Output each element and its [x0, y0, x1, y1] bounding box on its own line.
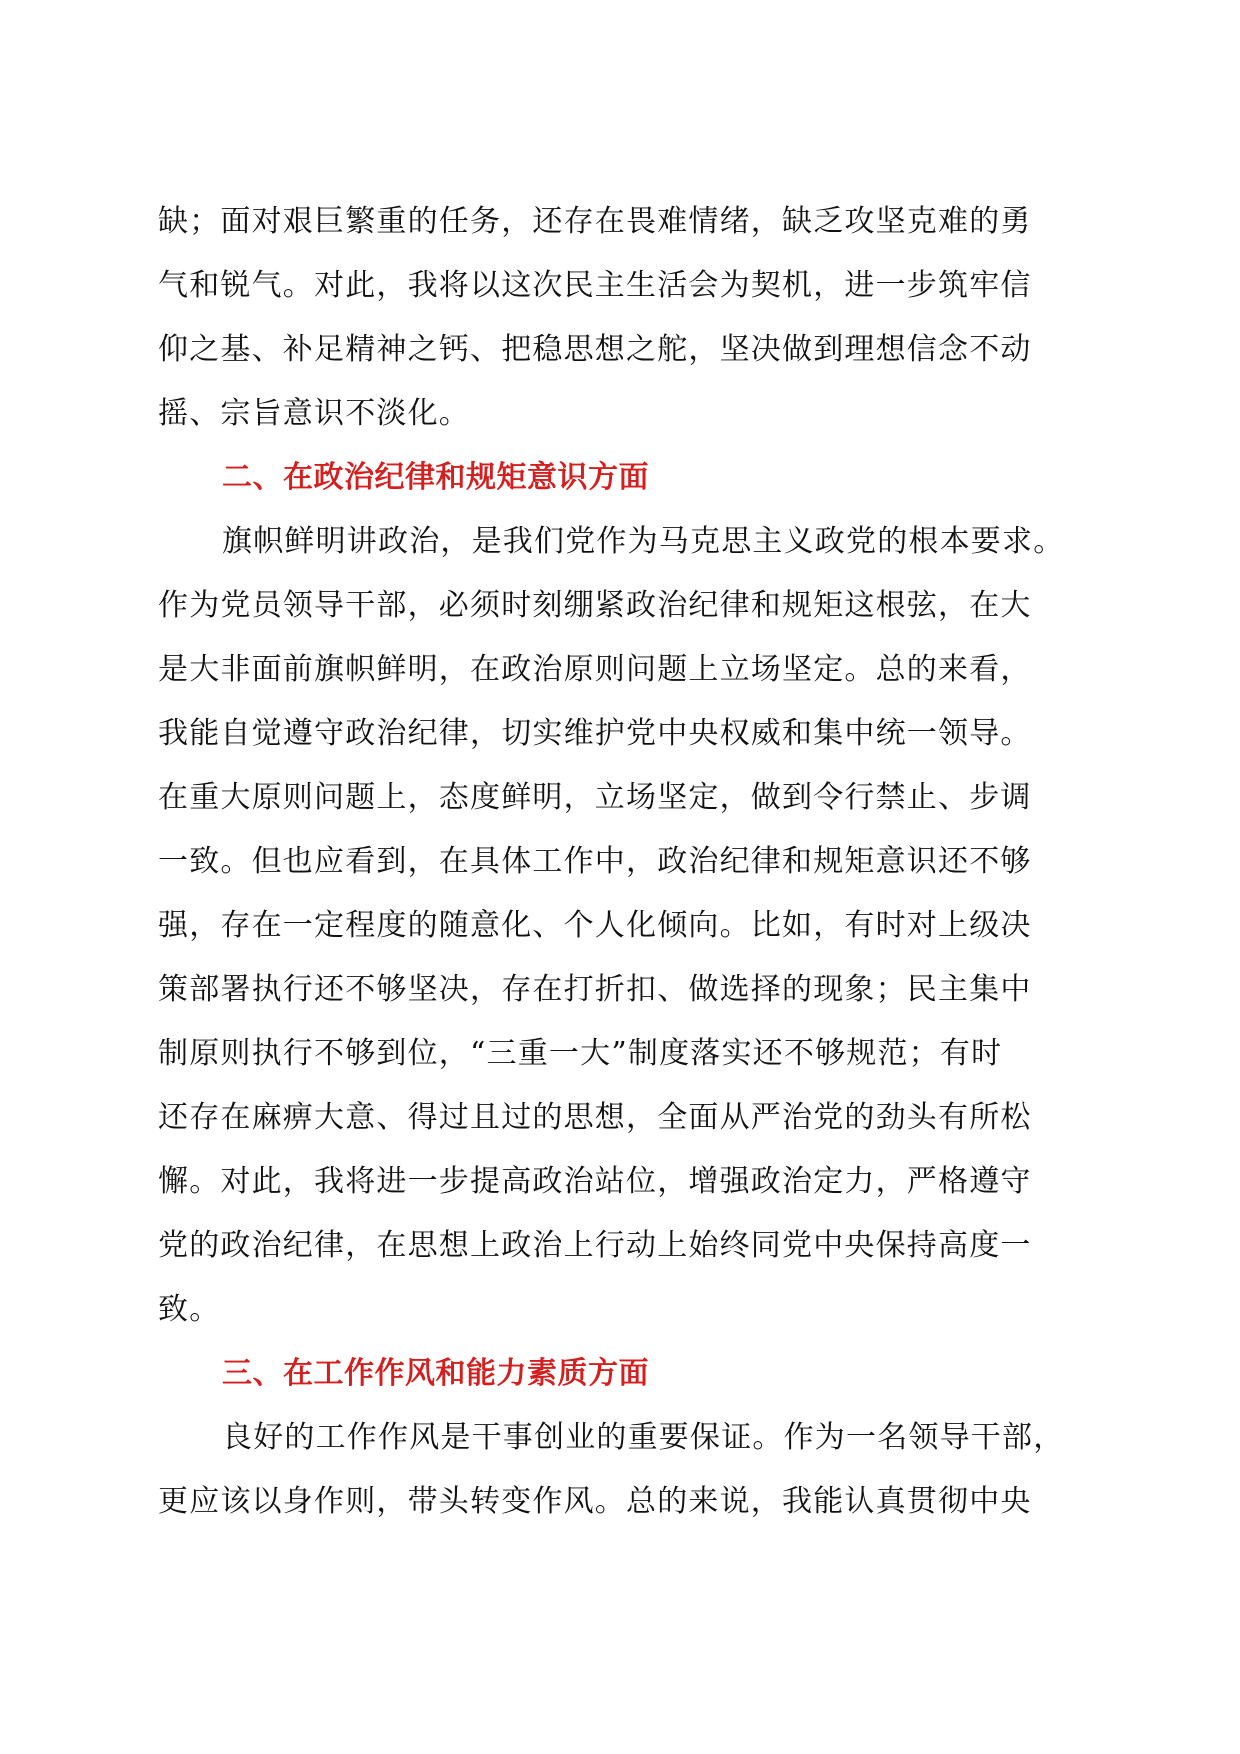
- body-line: 作为党员领导干部，必须时刻绷紧政治纪律和规矩这根弦，在大: [158, 588, 1032, 623]
- body-line: 制原则执行不够到位，“三重一大”制度落实还不够规范；有时: [158, 1036, 1003, 1071]
- body-line: 一致。但也应看到，在具体工作中，政治纪律和规矩意识还不够: [158, 844, 1032, 879]
- body-line: 良好的工作作风是干事创业的重要保证。作为一名领导干部，: [222, 1420, 1065, 1455]
- body-line: 致。: [158, 1292, 221, 1327]
- body-line: 强，存在一定程度的随意化、个人化倾向。比如，有时对上级决: [158, 908, 1032, 943]
- body-line: 在重大原则问题上，态度鲜明，立场坚定，做到令行禁止、步调: [158, 780, 1032, 815]
- body-line: 缺；面对艰巨繁重的任务，还存在畏难情绪，缺乏攻坚克难的勇: [158, 204, 1032, 239]
- body-line: 党的政治纪律，在思想上政治上行动上始终同党中央保持高度一: [158, 1228, 1032, 1263]
- body-line: 策部署执行还不够坚决，存在打折扣、做选择的现象；民主集中: [158, 972, 1032, 1007]
- body-line: 仰之基、补足精神之钙、把稳思想之舵，坚决做到理想信念不动: [158, 332, 1032, 367]
- body-line: 气和锐气。对此，我将以这次民主生活会为契机，进一步筑牢信: [158, 268, 1032, 303]
- body-line: 是大非面前旗帜鲜明，在政治原则问题上立场坚定。总的来看，: [158, 652, 1032, 687]
- body-line: 旗帜鲜明讲政治，是我们党作为马克思主义政党的根本要求。: [222, 524, 1065, 559]
- body-line: 懈。对此，我将进一步提高政治站位，增强政治定力，严格遵守: [158, 1164, 1032, 1199]
- section-heading-2: 二、在政治纪律和规矩意识方面: [222, 460, 649, 495]
- body-line: 还存在麻痹大意、得过且过的思想，全面从严治党的劲头有所松: [158, 1100, 1032, 1135]
- body-line: 摇、宗旨意识不淡化。: [158, 396, 470, 431]
- document-body: [158, 190, 1088, 1534]
- section-heading-3: 三、在工作作风和能力素质方面: [222, 1356, 649, 1391]
- body-line: 我能自觉遵守政治纪律，切实维护党中央权威和集中统一领导。: [158, 716, 1032, 751]
- body-line: 更应该以身作则，带头转变作风。总的来说，我能认真贯彻中央: [158, 1484, 1032, 1519]
